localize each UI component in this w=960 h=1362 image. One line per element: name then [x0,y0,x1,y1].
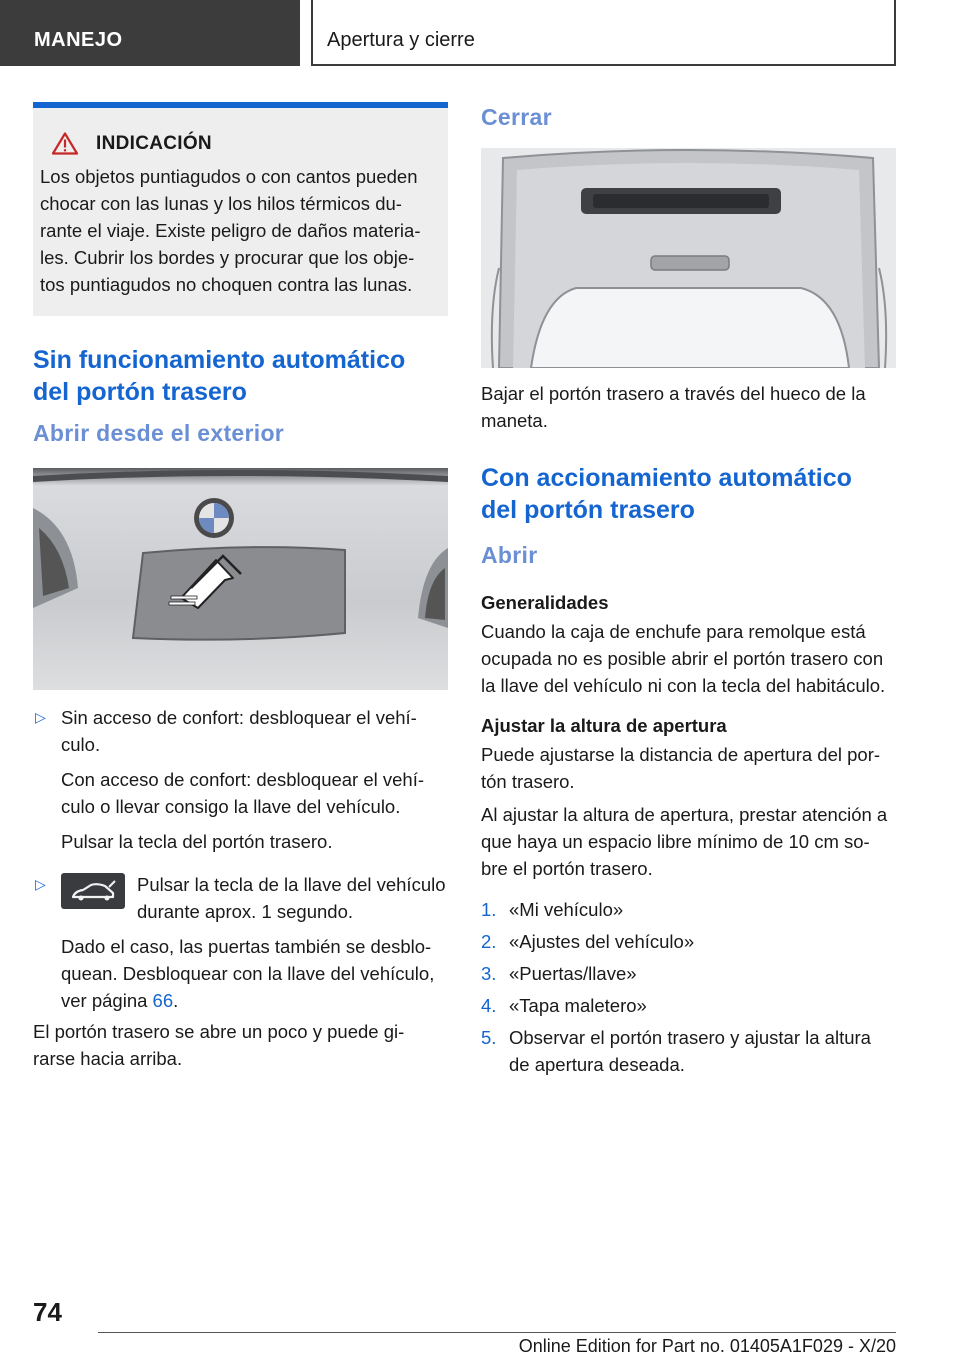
list-item: ▷ Sin acceso de confort: desbloquear el vehí- culo. Con acceso de confort: desbloquear el vehí- culo o llevar consigo la llave del vehículo. Pulsar la tecla del portón trasero. [33,704,448,855]
list-item: 1. «Mi vehículo» [481,899,624,920]
adjust-paragraph: Puede ajustarse la distancia de apertura del por- tón trasero. [481,744,881,792]
edition-note: Online Edition for Part no. 01405A1F029 - X/20 [518,1336,896,1356]
page-reference-link[interactable]: 66 [152,990,174,1011]
notice-box [33,102,448,316]
list-item: ▷ Pulsar la tecla de la llave del vehículo durante aprox. 1 segundo. Dado el caso, las puertas también se desblo- quean. Desbloquear con la llave del vehículo, ver página 66. [33,871,448,1014]
footer-divider [98,1332,896,1333]
closing-paragraph: El portón trasero se abre un poco y puede gi- rarse hacia arriba. [33,1021,405,1069]
subheading-close: Cerrar [481,104,552,130]
left-column [33,102,448,1072]
notice-text [40,163,438,298]
tailgate-key-button-icon [61,873,125,909]
subsection-general-title: Generalidades [481,592,609,613]
list-item-detail: Pulsar la tecla del portón trasero. [61,831,333,852]
notice-header [52,132,438,155]
chapter-tab [311,0,896,66]
subsection-adjust-title: Ajustar la altura de apertura [481,715,727,736]
notice-line: tos puntiagudos no choquen contra las lunas. [40,274,413,295]
warning-triangle-icon [52,132,78,155]
steps-list [481,896,896,1078]
close-description: Bajar el portón trasero a través del hueco de la maneta. [481,383,866,431]
notice-line: les. Cubrir los bordes y procurar que los obje- [40,247,415,268]
subheading-open: Abrir [481,542,538,568]
section-tab [0,0,300,66]
notice-line: Los objetos puntiagudos o con cantos pueden [40,166,418,187]
section-heading-manual: Sin funcionamiento automático del portón trasero [33,346,406,406]
section-title: MANEJO [34,29,123,51]
section-heading-automatic: Con accionamiento automático del portón trasero [481,464,852,524]
general-paragraph: Cuando la caja de enchufe para remolque está ocupada no es posible abrir el portón trasero con la llave del vehículo ni con la tecla del habitáculo. [481,621,886,696]
list-item: 3. «Puertas/llave» [481,963,637,984]
tailgate-handle-illustration [481,148,896,368]
notice-line: chocar con las lunas y los hilos térmicos du- [40,193,402,214]
right-column [481,102,896,1083]
notice-title: INDICACIÓN [96,132,212,154]
triangle-bullet-icon: ▷ [35,876,46,892]
page-number: 74 [33,1297,62,1327]
list-item: 2. «Ajustes del vehículo» [481,931,695,952]
license-plate-illustration [33,468,448,690]
triangle-bullet-icon: ▷ [35,709,46,725]
list-item: 5. Observar el portón trasero y ajustar la altura de apertura deseada. [481,1027,871,1075]
list-item-detail: Con acceso de confort: desbloquear el vehí- culo o llevar consigo la llave del vehículo. [61,769,425,817]
adjust-paragraph: Al ajustar la altura de apertura, prestar atención a que haya un espacio libre mínimo de 10 cm so- bre el portón trasero. [481,804,888,879]
list-item: 4. «Tapa maletero» [481,995,647,1016]
list-item-detail: Dado el caso, las puertas también se desblo- quean. Desbloquear con la llave del vehículo, ver página 66. [61,936,435,1011]
subheading-open-exterior: Abrir desde el exterior [33,420,285,446]
notice-line: rante el viaje. Existe peligro de daños materia- [40,220,421,241]
chapter-title: Apertura y cierre [327,29,475,51]
